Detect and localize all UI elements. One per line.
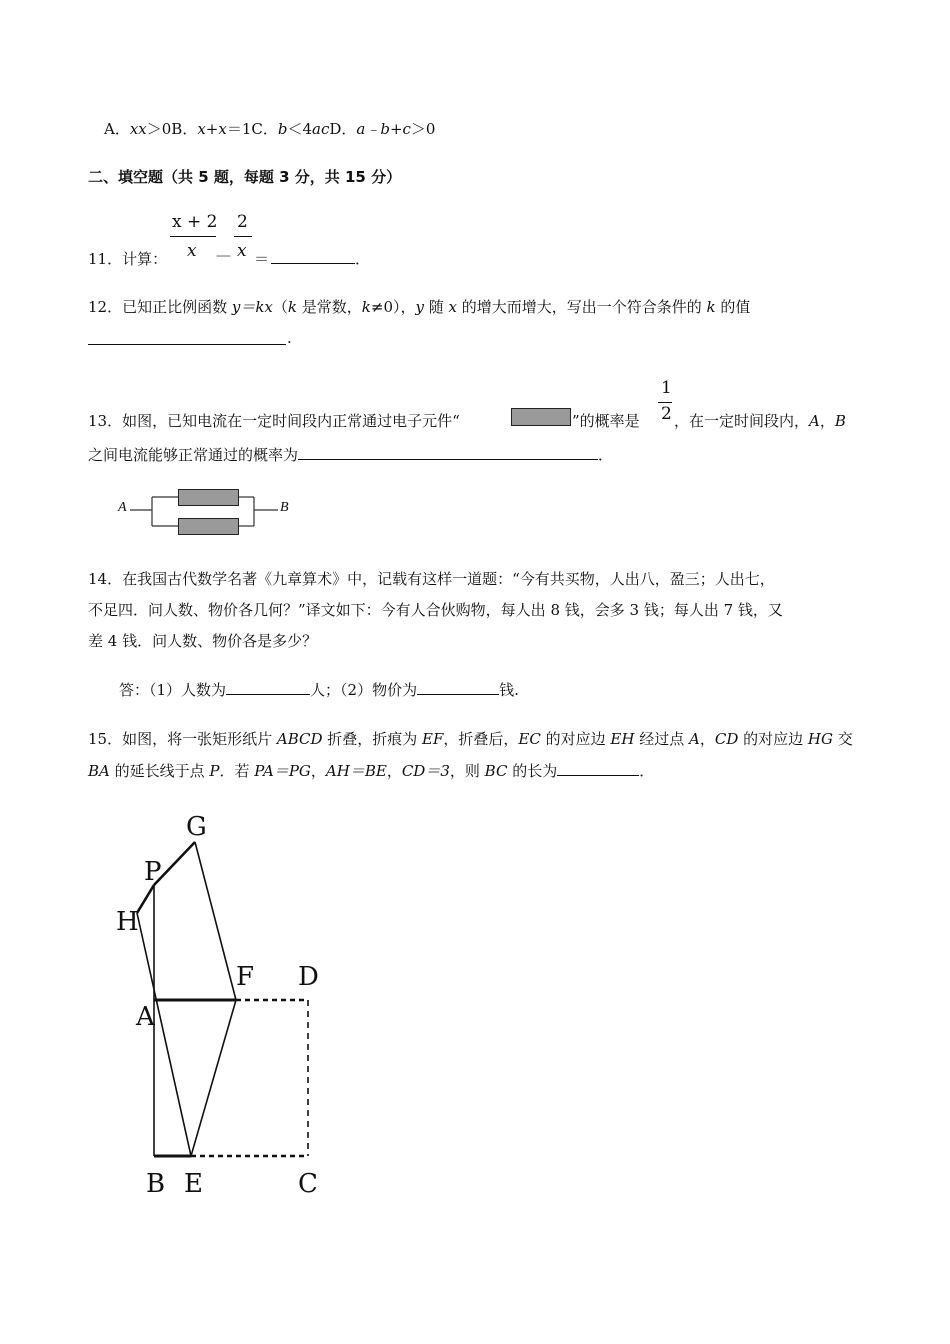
circuit-label-b: B	[280, 500, 289, 515]
q11-frac1-denominator: x	[187, 241, 197, 261]
point-label-c: C	[298, 1169, 318, 1199]
option-b-expr: x+x	[197, 120, 227, 138]
q14-answer-text-1: 答：（1）人数为	[119, 681, 227, 699]
options-line	[104, 118, 435, 139]
q14-answer-text-3: 钱.	[499, 681, 519, 699]
q15-p: P	[209, 762, 220, 780]
q13-inline-element-icon	[511, 408, 571, 426]
option-a-expr: xx	[129, 120, 147, 138]
q13-end: ．	[598, 446, 614, 464]
q14-blank-price[interactable]	[417, 680, 499, 695]
q13-text-1: 13．如图，已知电流在一定时间段内正常通过电子元件“	[88, 412, 460, 430]
q12-line1	[88, 296, 750, 317]
q12-text-5: 随	[423, 298, 449, 316]
q11-frac2-denominator: x	[237, 241, 247, 261]
q15-text-8: 交	[832, 730, 853, 748]
q11-frac2-bar	[234, 236, 252, 237]
q15-ah-be: AH＝BE	[325, 762, 387, 780]
q12-k2: k	[361, 298, 371, 316]
q12-text-2: （	[272, 298, 288, 316]
q15-text-6: ，	[699, 730, 715, 748]
q13-A: A	[809, 412, 820, 430]
q11-equals: ＝	[254, 250, 270, 268]
q12-text-6: 的增大而增大，写出一个符合条件的	[457, 298, 707, 316]
q12-end: .	[287, 329, 292, 347]
q15-line1	[88, 728, 853, 749]
q11-frac1-bar	[170, 236, 216, 237]
q11-label: 11．计算：	[88, 250, 168, 268]
segment-h-e	[137, 913, 191, 1156]
q13-line2	[88, 444, 613, 465]
q15-cd: CD	[714, 730, 739, 748]
q12-func: y＝kx	[231, 298, 273, 316]
q15-line2	[88, 760, 654, 781]
section-title: 二、填空题（共 5 题，每题 3 分，共 15 分）	[88, 168, 402, 186]
point-label-a: A	[136, 1002, 155, 1032]
option-a-rel: ＞0B．	[146, 120, 198, 138]
q15-ba: BA	[88, 762, 110, 780]
q14-line2: 不足四．问人数、物价各几何？”译文如下：今有人合伙购物，每人出 8 钱，会多 3 钱；每人出 7 钱，又	[88, 601, 783, 619]
q13-text-2: ”的概率是	[572, 412, 640, 430]
q13-frac-bar	[658, 402, 672, 403]
segment-e-f	[191, 1000, 236, 1156]
q12-y: y	[415, 298, 424, 316]
q13-answer-blank[interactable]	[298, 445, 598, 460]
option-d-rel: ＞0	[410, 120, 436, 138]
q11-end: ．	[355, 250, 371, 268]
q14-line3: 差 4 钱．问人数、物价各是多少？	[88, 632, 318, 650]
point-label-e: E	[184, 1169, 203, 1199]
q13-line1	[88, 410, 460, 431]
q14-blank-people[interactable]	[226, 680, 310, 695]
q15-text-5: 经过点	[634, 730, 689, 748]
q13-text-3: ，在一定时间段内，	[674, 412, 810, 430]
q11-answer-blank[interactable]	[271, 249, 355, 268]
q12-k3: k	[706, 298, 716, 316]
point-label-d: D	[298, 962, 319, 992]
q12-k1: k	[287, 298, 297, 316]
q15-answer-blank[interactable]	[557, 761, 639, 776]
q12-text-4: ≠0），	[370, 298, 416, 316]
q15-text-11: ，	[310, 762, 326, 780]
q15-ec: EC	[518, 730, 541, 748]
q15-text-12: ，	[386, 762, 402, 780]
q15-end: ．	[639, 762, 655, 780]
q15-text-4: 的对应边	[540, 730, 611, 748]
segment-p-g	[154, 842, 195, 885]
circuit-element-bottom	[178, 518, 239, 535]
q15-eh: EH	[610, 730, 635, 748]
option-a-label: A．	[104, 120, 130, 138]
q15-ef: EF	[422, 730, 444, 748]
q15-text-9: 的延长线于点	[109, 762, 210, 780]
q13-frac-numerator: 1	[661, 378, 672, 398]
point-label-b: B	[146, 1169, 166, 1199]
option-b-rel: ＝1C．	[226, 120, 278, 138]
q12-x: x	[448, 298, 457, 316]
q15-text-10: ．若	[219, 762, 255, 780]
segment-g-f	[195, 842, 236, 1000]
option-d-label: D．	[329, 120, 357, 138]
q15-text-13: ，则	[449, 762, 485, 780]
q15-text-1: 15．如图，将一张矩形纸片	[88, 730, 277, 748]
q12-text-1: 12．已知正比例函数	[88, 298, 232, 316]
q15-text-3: ，折叠后，	[443, 730, 519, 748]
point-label-g: G	[186, 812, 207, 842]
point-label-p: P	[144, 857, 162, 887]
q15-cd3: CD＝3	[401, 762, 450, 780]
q14-line1: 14．在我国古代数学名著《九章算术》中，记载有这样一道题：“今有共买物，人出八，盈三；人出七，	[88, 570, 775, 588]
q15-bc: BC	[484, 762, 508, 780]
q12-text-7: 的值	[715, 298, 751, 316]
q13-comma: ，	[819, 412, 835, 430]
circuit-label-a: A	[118, 500, 127, 515]
q12-text-3: 是常数，	[297, 298, 362, 316]
option-d-expr: a﹣b+c	[356, 120, 411, 138]
circuit-element-top	[178, 489, 239, 506]
option-c-rel: ＜4	[287, 120, 313, 138]
q15-text-7: 的对应边	[738, 730, 808, 748]
option-c-expr: b	[277, 120, 288, 138]
q14-answer-line	[119, 679, 519, 700]
q13-text-line2: 之间电流能够正常通过的概率为	[88, 446, 299, 464]
q11-frac1-numerator: x + 2	[172, 212, 218, 232]
q11-minus: —	[216, 246, 231, 264]
q15-text-2: 折叠，折痕为	[322, 730, 423, 748]
q11-line	[88, 248, 167, 269]
point-label-f: F	[236, 962, 255, 992]
segment-h-p	[137, 885, 154, 913]
q14-answer-text-2: 人；（2）物价为	[310, 681, 418, 699]
q11-frac2-numerator: 2	[237, 212, 248, 232]
q12-answer-blank[interactable]	[88, 330, 286, 349]
q15-pa-pg: PA＝PG	[254, 762, 311, 780]
q15-text-14: 的长为	[507, 762, 558, 780]
q15-hg: HG	[807, 730, 833, 748]
q15-abcd: ABCD	[276, 730, 323, 748]
point-label-h: H	[116, 907, 139, 937]
option-c-expr2: ac	[312, 120, 330, 138]
q13-frac-denominator: 2	[661, 404, 672, 424]
q13-B: B	[834, 412, 846, 430]
q13-line1-end	[674, 410, 846, 431]
q15-a: A	[688, 730, 700, 748]
